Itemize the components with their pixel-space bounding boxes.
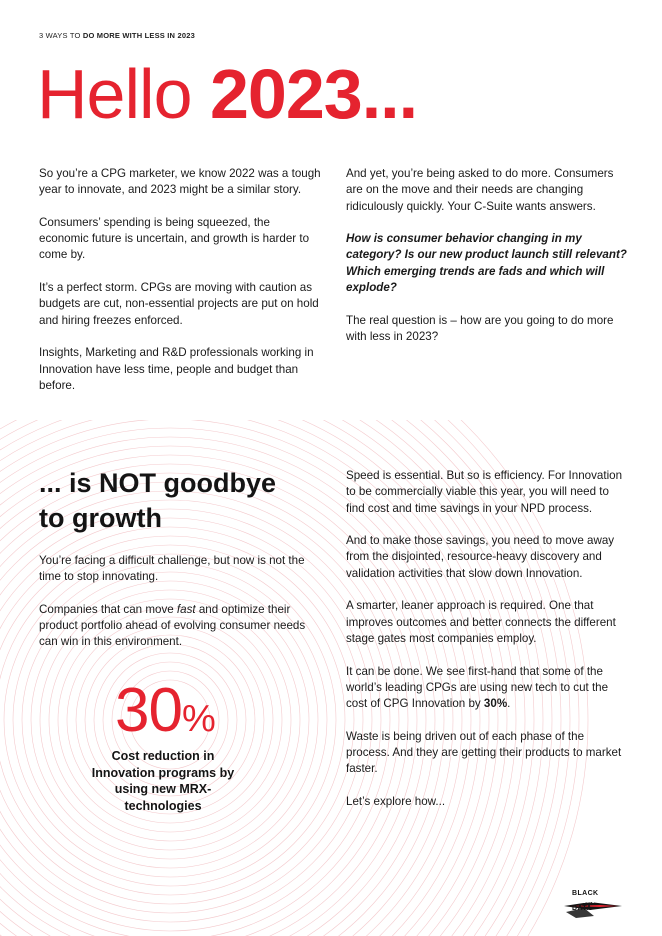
- stat-number: 30: [115, 676, 182, 745]
- hero-title: [37, 52, 417, 136]
- intro-question: How is consumer behavior changing in my category? Is our new product launch still relevant? Which emerging trends are fads and which will explode?: [346, 232, 627, 295]
- hero-title-light: Hello: [37, 55, 192, 133]
- section-right-column: [346, 468, 630, 827]
- text-run: Companies that can move: [39, 602, 177, 616]
- section-heading-line: to growth: [39, 503, 162, 533]
- section-right-paragraph: Waste is being driven out of each phase of the process. And they are getting their products to market faster.: [346, 729, 622, 776]
- section-left-column: [39, 553, 321, 667]
- intro-left-paragraph: So you’re a CPG marketer, we know 2022 was a tough year to innovate, and 2023 might be a similar story.: [39, 167, 321, 197]
- intro-left-paragraph: Insights, Marketing and R&D professionals working in Innovation have less time, people and budget than before.: [39, 346, 314, 392]
- section-right-paragraph: [346, 664, 630, 713]
- kicker-bold: DO MORE WITH LESS IN 2023: [82, 31, 195, 40]
- section-right-paragraph: A smarter, leaner approach is required. One that improves outcomes and better connects the different stage gates most companies employ.: [346, 599, 616, 645]
- text-run: and optimize their product portfolio ahead of evolving consumer needs can win in this environment.: [39, 602, 306, 649]
- logo-text-line: DATA: [572, 905, 593, 912]
- intro-right-paragraph: And yet, you’re being asked to do more. Consumers are on the move and their needs are changing ridiculously quickly. Your C-Suite wants answers.: [346, 167, 614, 213]
- logo-text: [572, 890, 599, 913]
- text-run-italic: fast: [176, 602, 196, 616]
- text-run: .: [507, 697, 511, 711]
- logo-text-line: BLACK: [572, 890, 599, 897]
- section-right-paragraph: Speed is essential. But so is efficiency. For Innovation to be commercially viable this year, you will need to find cost and time savings in your NPD process.: [346, 469, 623, 515]
- black-swan-data-logo: [560, 886, 624, 922]
- hero-title-bold: 2023...: [209, 55, 418, 133]
- text-run-bold: 30%: [483, 697, 508, 711]
- section-right-paragraph: And to make those savings, you need to move away from the disjointed, resource-heavy discovery and validation activities that slow down Innovation.: [346, 534, 615, 580]
- page-kicker: [39, 31, 195, 40]
- kicker-prefix: 3 WAYS TO: [39, 31, 81, 40]
- section-left-paragraph: You’re facing a difficult challenge, but now is not the time to stop innovating.: [39, 554, 305, 584]
- logo-text-line: SWAN: [572, 897, 595, 905]
- section-heading-line: ... is NOT goodbye: [39, 468, 277, 498]
- section-right-paragraph: Let’s explore how...: [346, 794, 446, 808]
- section-left-paragraph: [39, 602, 321, 651]
- section-heading: [39, 466, 339, 536]
- stat-caption: Cost reduction in Innovation programs by using new MRX-technologies: [91, 749, 235, 813]
- intro-left-paragraph: Consumers’ spending is being squeezed, the economic future is uncertain, and growth is harder to come by.: [39, 215, 310, 262]
- intro-left-paragraph: It’s a perfect storm. CPGs are moving with caution as budgets are cut, non-essential projects are put on hold and hiring freezes enforced.: [39, 281, 319, 327]
- intro-right-paragraph: The real question is – how are you going to do more with less in 2023?: [346, 313, 614, 343]
- stat-unit: %: [181, 698, 216, 740]
- text-run: It can be done. We see first-hand that some of the world’s leading CPGs are using new tech to cut the cost of CPG Innovation by: [346, 664, 609, 711]
- stat-figure: [115, 676, 216, 746]
- intro-right-column: [346, 166, 630, 362]
- intro-left-column: [39, 166, 321, 410]
